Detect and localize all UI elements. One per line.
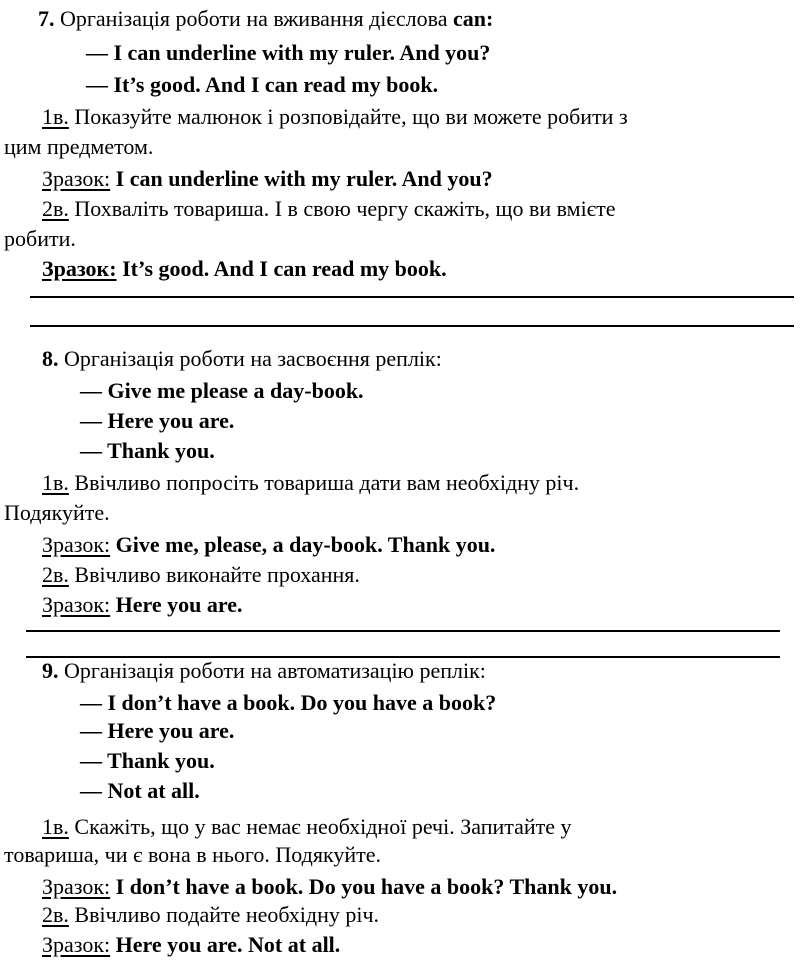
- task-text: Показуйте малюнок і розповідайте, що ви можете робити з: [74, 104, 628, 129]
- task-1-line-2: товариша, чи є вона в нього. Подякуйте.: [4, 842, 381, 867]
- task-label: 1в.: [42, 470, 69, 495]
- section-9-heading: [42, 658, 486, 684]
- task-2: [42, 562, 360, 588]
- dialogue-line: — Not at all.: [80, 778, 200, 803]
- task-label: 1в.: [42, 104, 69, 129]
- example-text: Here you are. Not at all.: [115, 932, 341, 957]
- task-text: Ввічливо виконайте прохання.: [74, 562, 360, 587]
- task-1-line-1: [42, 104, 628, 130]
- example-text: Give me, please, a day-book. Thank you.: [115, 532, 496, 557]
- task-text: Скажіть, що у вас немає необхідної речі. Запитайте у: [74, 814, 572, 839]
- task-2-line-2: робити.: [4, 226, 76, 251]
- example-2: [42, 256, 447, 282]
- task-2-line-1: [42, 196, 616, 222]
- example-text: I don’t have a book. Do you have a book? Thank you.: [115, 874, 618, 899]
- example-1: [42, 166, 493, 192]
- example-label: Зразок:: [42, 256, 117, 281]
- dialogue-line: — Here you are.: [80, 718, 235, 743]
- section-number: 7.: [38, 6, 55, 31]
- section-number: 8.: [42, 346, 59, 371]
- example-label: Зразок:: [42, 932, 111, 957]
- dialogue-line: — Thank you.: [80, 748, 215, 773]
- dialogue-line: — Give me please a day-book.: [80, 378, 364, 403]
- section-title: Організація роботи на засвоєння реплік:: [64, 346, 442, 371]
- task-1-line-2: Подякуйте.: [4, 500, 110, 525]
- example-label: Зразок:: [42, 532, 111, 557]
- section-title: Організація роботи на автоматизацію реплік:: [64, 658, 486, 683]
- example-2: [42, 592, 243, 618]
- example-1: [42, 532, 495, 558]
- dialogue-line: — I don’t have a book. Do you have a book?: [80, 690, 497, 715]
- task-1-line-1: [42, 470, 579, 496]
- dialogue-line: — Thank you.: [80, 438, 215, 463]
- task-2: [42, 902, 379, 928]
- task-1-line-1: [42, 814, 572, 840]
- example-label: Зразок:: [42, 874, 111, 899]
- divider: [30, 296, 794, 298]
- section-number: 9.: [42, 658, 59, 683]
- task-text: Похваліть товариша. І в свою чергу скажіть, що ви вмієте: [74, 196, 616, 221]
- example-2: [42, 932, 340, 958]
- divider: [30, 325, 794, 327]
- dialogue-line: — It’s good. And I can read my book.: [86, 72, 439, 97]
- task-label: 1в.: [42, 814, 69, 839]
- example-1: [42, 874, 617, 900]
- section-8-heading: [42, 346, 442, 372]
- dialogue-line: — I can underline with my ruler. And you?: [86, 40, 491, 65]
- task-text: Ввічливо попросіть товариша дати вам необхідну річ.: [74, 470, 580, 495]
- section-title: Організація роботи на вживання дієслова: [60, 6, 448, 31]
- task-label: 2в.: [42, 196, 69, 221]
- example-label: Зразок:: [42, 166, 111, 191]
- example-text: It’s good. And I can read my book.: [122, 256, 447, 281]
- section-7-heading: [38, 6, 493, 32]
- example-text: I can underline with my ruler. And you?: [115, 166, 493, 191]
- section-title-keyword: can:: [452, 6, 494, 31]
- example-label: Зразок:: [42, 592, 111, 617]
- dialogue-line: — Here you are.: [80, 408, 235, 433]
- task-label: 2в.: [42, 902, 69, 927]
- divider: [26, 630, 780, 632]
- task-1-line-2: цим предметом.: [4, 134, 154, 159]
- task-label: 2в.: [42, 562, 69, 587]
- example-text: Here you are.: [115, 592, 243, 617]
- task-text: Ввічливо подайте необхідну річ.: [74, 902, 380, 927]
